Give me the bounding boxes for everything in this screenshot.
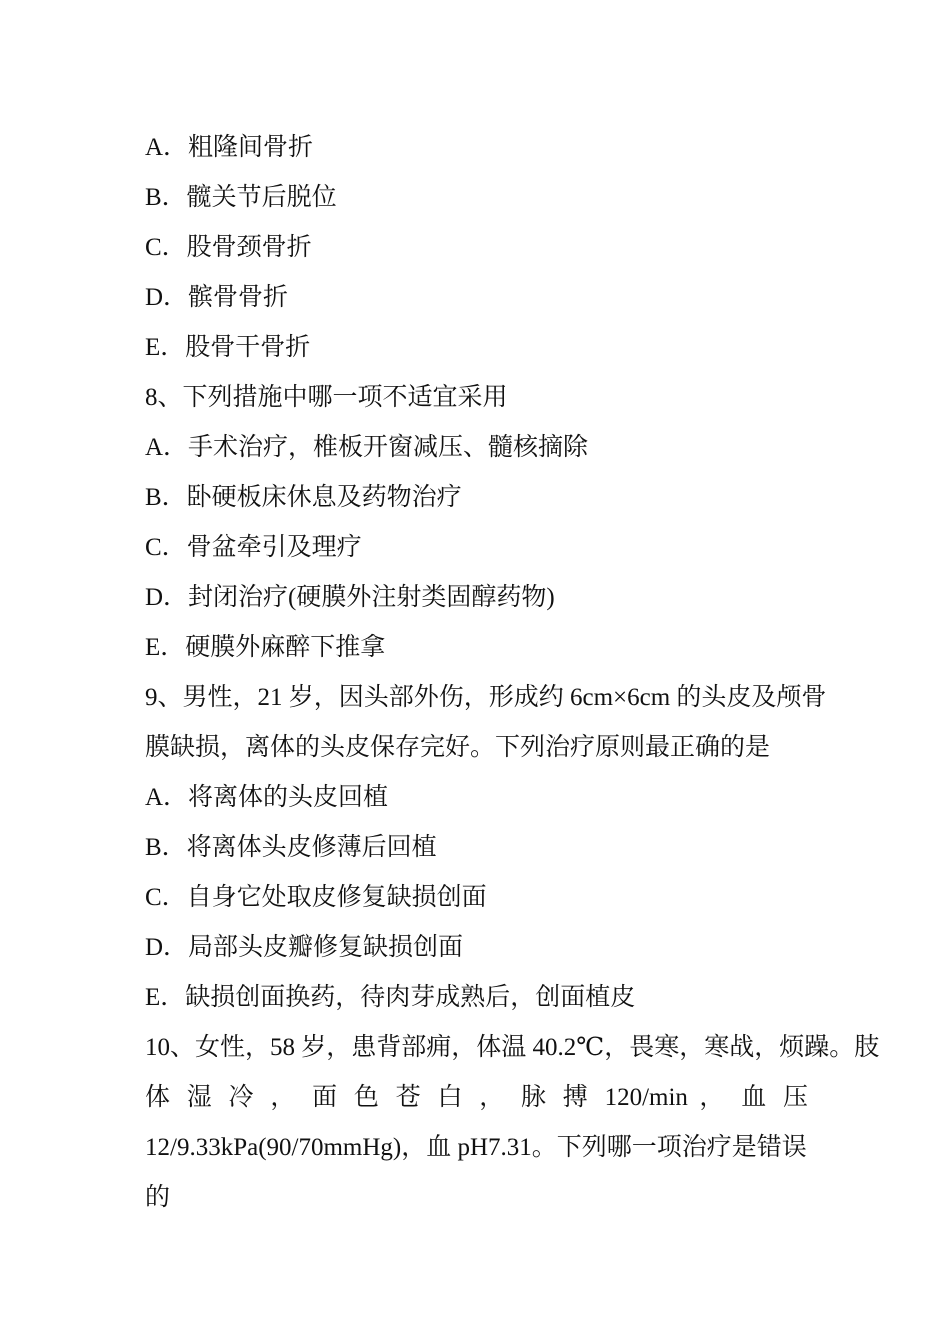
q9-option-a: A．将离体的头皮回植 bbox=[145, 784, 389, 811]
q9-option-e: E．缺损创面换药，待肉芽成熟后，创面植皮 bbox=[145, 984, 636, 1011]
q9-option-b: B．将离体头皮修薄后回植 bbox=[145, 834, 437, 861]
q7-option-c: C．股骨颈骨折 bbox=[145, 234, 312, 261]
q10-stem-line-3: 12/9.33kPa(90/70mmHg)，血 pH7.31。下列哪一项治疗是错误 bbox=[145, 1134, 807, 1161]
q9-stem-line-1: 9、男性，21 岁，因头部外伤，形成约 6cm×6cm 的头皮及颅骨 bbox=[145, 684, 827, 711]
q8-option-e: E．硬膜外麻醉下推拿 bbox=[145, 634, 386, 661]
q8-option-b: B．卧硬板床休息及药物治疗 bbox=[145, 484, 462, 511]
q8-option-a: A．手术治疗，椎板开窗减压、髓核摘除 bbox=[145, 434, 589, 461]
q7-option-d: D．髌骨骨折 bbox=[145, 284, 289, 311]
q7-option-e: E．股骨干骨折 bbox=[145, 334, 311, 361]
q8-stem: 8、下列措施中哪一项不适宜采用 bbox=[145, 384, 508, 411]
q9-option-c: C．自身它处取皮修复缺损创面 bbox=[145, 884, 487, 911]
q7-option-b: B．髋关节后脱位 bbox=[145, 184, 337, 211]
q10-stem-line-4: 的 bbox=[145, 1184, 171, 1211]
q10-stem-line-2: 体 湿 冷 ， 面 色 苍 白 ， 脉 搏 120/min ， 血 压 bbox=[145, 1084, 808, 1111]
q8-option-c: C．骨盆牵引及理疗 bbox=[145, 534, 362, 561]
q9-option-d: D．局部头皮瓣修复缺损创面 bbox=[145, 934, 464, 961]
q9-stem-line-2: 膜缺损，离体的头皮保存完好。下列治疗原则最正确的是 bbox=[145, 734, 771, 761]
q10-stem-line-1: 10、女性，58 岁，患背部痈，体温 40.2℃，畏寒，寒战，烦躁。肢 bbox=[145, 1034, 880, 1061]
q8-option-d: D．封闭治疗(硬膜外注射类固醇药物) bbox=[145, 584, 555, 611]
q7-option-a: A．粗隆间骨折 bbox=[145, 134, 314, 161]
